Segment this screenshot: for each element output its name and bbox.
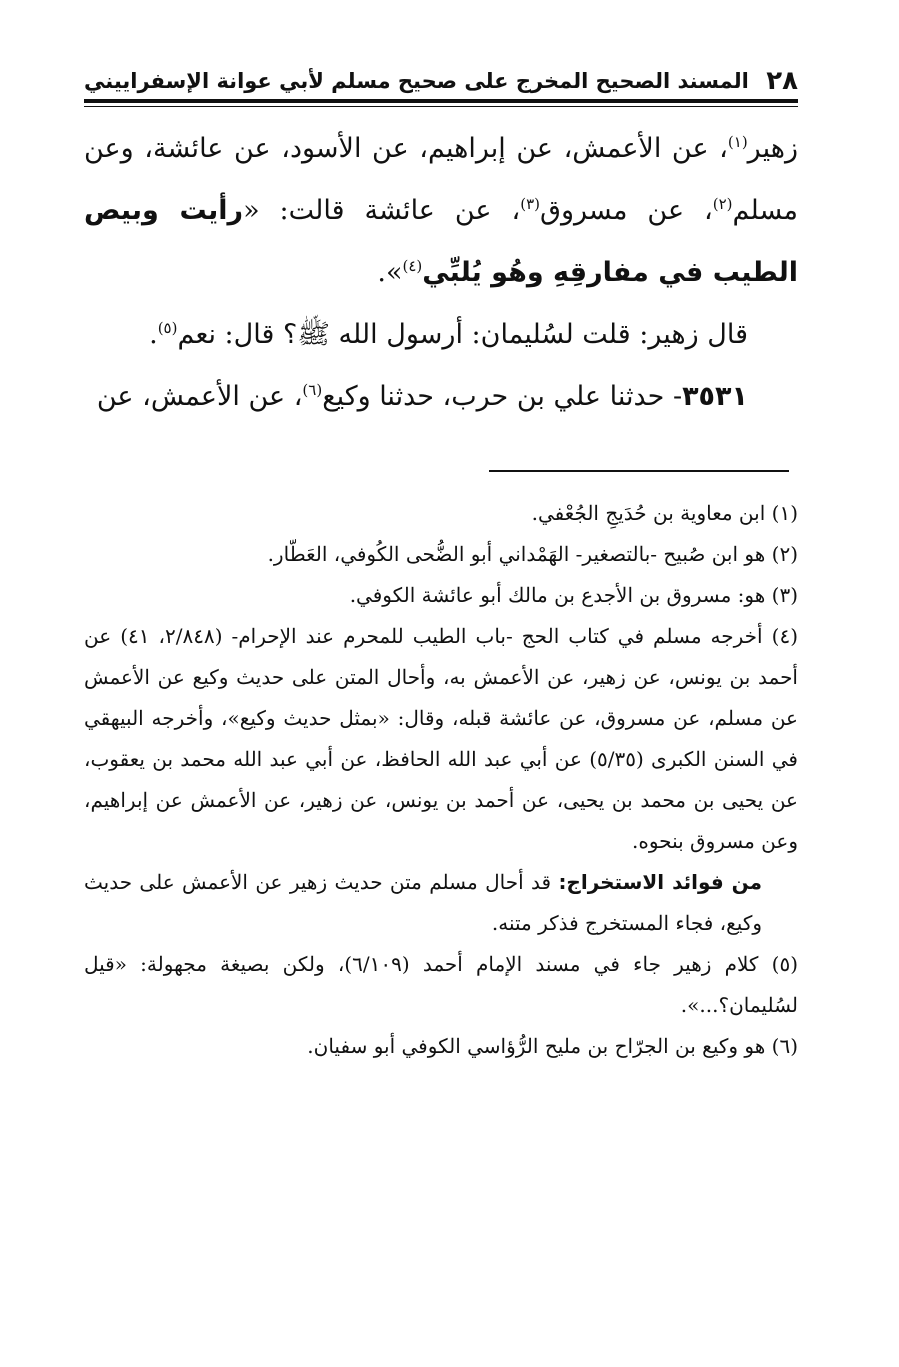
footnote-ref-1[interactable]: (١) xyxy=(727,133,748,151)
text-run: قال زهير: قلت لسُليمان: أرسول الله ﷺ؟ قال: نعم xyxy=(177,319,748,350)
footnote-5: (٥) كلام زهير جاء في مسند الإمام أحمد (٦/١٠٩)، ولكن بصيغة مجهولة: «قيل لسُليمان؟...». xyxy=(84,952,799,1017)
footnote-6: (٦) هو وكيع بن الجرّاح بن مليح الرُّؤاسي الكوفي أبو سفيان. xyxy=(307,1034,798,1058)
text-run: ، عن الأعمش، عن xyxy=(96,381,303,412)
paragraph-hadith-text xyxy=(84,118,798,304)
text-run: ». xyxy=(377,257,403,288)
footnote-ref-3[interactable]: (٣) xyxy=(520,195,540,213)
page-number: ٢٨ xyxy=(766,66,798,96)
footnote-3: (٣) هو: مسروق بن الأجدع بن مالك أبو عائشة الكوفي. xyxy=(349,583,798,607)
footnote-ref-6[interactable]: (٦) xyxy=(302,381,323,399)
page-header xyxy=(84,62,798,96)
note-label: من فوائد الاستخراج: xyxy=(558,870,763,894)
footnote-4-note xyxy=(84,862,798,944)
footnotes-section xyxy=(84,493,798,1067)
main-text xyxy=(84,118,798,428)
paragraph-zuhair-question xyxy=(84,304,798,366)
footnote-separator xyxy=(489,470,789,472)
note-text: قد أحال مسلم متن حديث زهير عن الأعمش على حديث وكيع، فجاء المستخرج فذكر متنه. xyxy=(84,870,762,935)
footnote-ref-2[interactable]: (٢) xyxy=(712,195,733,213)
quoted-hadith: رأيت وبيص الطيب في مفارقِهِ وهُو يُلبِّي xyxy=(84,195,798,288)
footnote-ref-4[interactable]: (٤) xyxy=(402,257,423,275)
header-rule-thick xyxy=(84,99,798,103)
text-run: زهير xyxy=(747,133,798,164)
footnote-ref-5[interactable]: (٥) xyxy=(157,319,178,337)
footnote-1: (١) ابن معاوية بن حُدَيجِ الجُعْفي. xyxy=(531,501,798,525)
header-rule-thin xyxy=(84,106,798,107)
text-run: . xyxy=(149,319,158,350)
text-run: ، عن عائشة قالت: « xyxy=(243,195,521,226)
footnote-4: (٤) أخرجه مسلم في كتاب الحج -باب الطيب للمحرم عند الإحرام- (٢/٨٤٨، ٤١) عن أحمد بن يونس، عن زهير، عن الأعمش به، وأحال المتن على حديث وكيع عن الأعمش عن مسلم، عن مسروق، عن عائشة قبله، وقال: «بمثل حديث وكيع»، وأخرجه البيهقي في السنن الكبرى (٥/٣٥) عن أبي عبد الله الحافظ، عن أبي عبد الله محمد بن يعقوب، عن يحيى بن محمد بن يحيى، عن أحمد بن يونس، عن زهير، عن الأعمش عن إبراهيم، وعن مسروق بنحوه. xyxy=(84,624,798,853)
paragraph-hadith-3531 xyxy=(84,366,798,428)
footnote-2: (٢) هو ابن صُبيح -بالتصغير- الهَمْداني أبو الضُّحى الكُوفي، العَطّار. xyxy=(267,542,798,566)
text-run: ، عن الأعمش، عن إبراهيم، عن الأسود، عن عائشة، وعن مسلم xyxy=(84,133,798,226)
text-run: - حدثنا علي بن حرب، حدثنا وكيع xyxy=(322,381,683,412)
hadith-number: ٣٥٣١ xyxy=(682,381,748,412)
text-run: ، عن مسروق xyxy=(540,195,713,226)
running-title: المسند الصحيح المخرج على صحيح مسلم لأبي عوانة الإسفراييني xyxy=(84,69,749,93)
